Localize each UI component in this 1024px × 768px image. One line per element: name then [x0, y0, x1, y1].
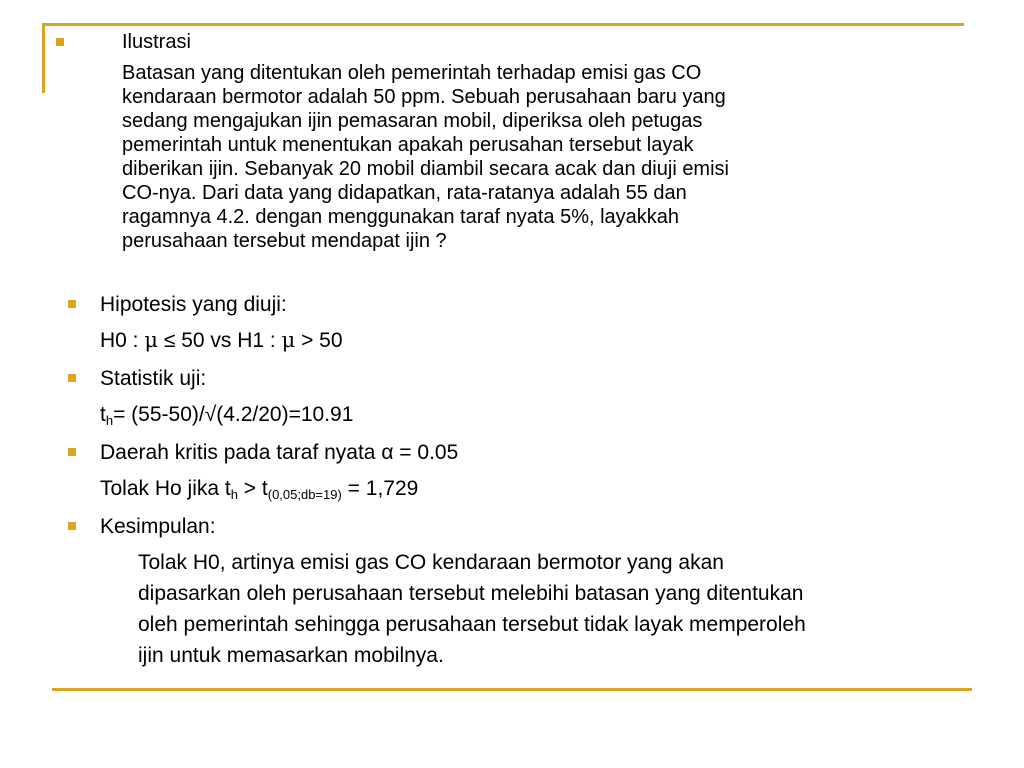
paragraph-line: dipasarkan oleh perusahaan tersebut melebihi batasan yang ditentukan: [138, 582, 804, 605]
conclusion-label: Kesimpulan:: [100, 515, 216, 538]
conclusion-paragraph: [138, 547, 806, 671]
left-rule: [42, 23, 45, 93]
paragraph-line: perusahaan tersebut mendapat ijin ?: [122, 230, 447, 252]
reject-prefix: Tolak Ho jika t: [100, 477, 231, 500]
bullet-marker: [68, 448, 76, 456]
hypothesis-label: Hipotesis yang diuji:: [100, 293, 287, 316]
reject-value: = 1,729: [341, 477, 419, 500]
paragraph-line: pemerintah untuk menentukan apakah perusahan tersebut layak: [122, 134, 694, 156]
subscript-h: h: [105, 413, 114, 428]
h0-rest: ≤ 50 vs H1 :: [158, 329, 282, 352]
illustration-title: Ilustrasi: [122, 31, 191, 53]
hypothesis-statement: [100, 325, 343, 356]
t-symbol: t: [100, 403, 106, 426]
subscript-df: (0,05;db=19): [267, 487, 342, 502]
bullet-marker: [68, 374, 76, 382]
bullet-marker: [56, 38, 64, 46]
paragraph-line: ijin untuk memasarkan mobilnya.: [138, 644, 444, 667]
paragraph-line: sedang mengajukan ijin pemasaran mobil, diperiksa oleh petugas: [122, 110, 703, 132]
paragraph-line: CO-nya. Dari data yang didapatkan, rata-ratanya adalah 55 dan: [122, 182, 687, 204]
critical-region-label: Daerah kritis pada taraf nyata α = 0.05: [100, 441, 459, 464]
mu-symbol: μ: [281, 328, 296, 352]
bullet-marker: [68, 522, 76, 530]
reject-mid: > t: [237, 477, 268, 500]
top-rule: [42, 23, 964, 26]
paragraph-line: kendaraan bermotor adalah 50 ppm. Sebuah perusahaan baru yang: [122, 86, 726, 108]
test-statistic-formula: [100, 399, 353, 430]
test-statistic-label: Statistik uji:: [100, 367, 207, 390]
paragraph-line: diberikan ijin. Sebanyak 20 mobil diambil secara acak dan diuji emisi: [122, 158, 729, 180]
paragraph-line: Tolak H0, artinya emisi gas CO kendaraan bermotor yang akan: [138, 551, 724, 574]
paragraph-line: oleh pemerintah sehingga perusahaan tersebut tidak layak memperoleh: [138, 613, 806, 636]
bottom-rule: [52, 688, 972, 691]
subscript-h: h: [230, 487, 238, 502]
bullet-marker: [68, 300, 76, 308]
formula-text: = (55-50)/√(4.2/20)=10.91: [113, 403, 354, 426]
paragraph-line: ragamnya 4.2. dengan menggunakan taraf nyata 5%, layakkah: [122, 206, 680, 228]
mu-symbol: μ: [144, 328, 159, 352]
h0-prefix: H0 :: [100, 329, 145, 352]
rejection-rule: [100, 473, 418, 504]
illustration-paragraph: [122, 61, 729, 253]
h1-rest: > 50: [295, 329, 343, 352]
paragraph-line: Batasan yang ditentukan oleh pemerintah terhadap emisi gas CO: [122, 62, 702, 84]
